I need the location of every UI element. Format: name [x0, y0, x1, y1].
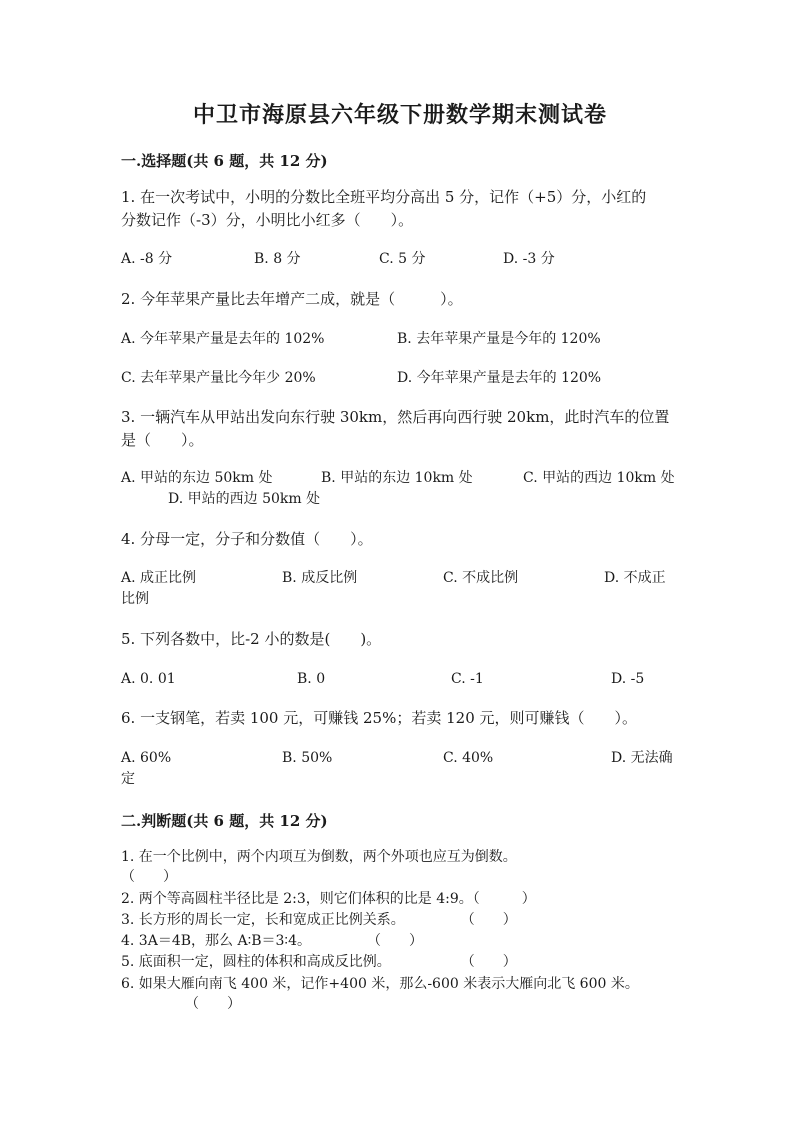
q5-option-d: D. -5 — [611, 671, 645, 687]
q1-option-c: C. 5 分 — [379, 251, 426, 267]
q2-option-d: D. 今年苹果产量是去年的 120% — [397, 370, 602, 386]
q4-option-b: B. 成反比例 — [282, 570, 358, 586]
q3-option-a: A. 甲站的东边 50km 处 — [121, 470, 273, 486]
judge-item-6-blank: （ ） — [185, 996, 241, 1012]
section-1-heading: 一.选择题(共 6 题，共 12 分) — [121, 152, 328, 170]
q6-option-a: A. 60% — [121, 750, 172, 766]
question-6: 6. 一支钢笔，若卖 100 元，可赚钱 25%；若卖 120 元，则可赚钱（ ）。 — [121, 709, 638, 727]
q6-option-b: B. 50% — [282, 750, 333, 766]
q5-option-c: C. -1 — [451, 671, 484, 687]
question-2: 2. 今年苹果产量比去年增产二成，就是（ ）。 — [121, 290, 463, 308]
q3-option-d: D. 甲站的西边 50km 处 — [168, 491, 321, 507]
judge-item-1: 1. 在一个比例中，两个内项互为倒数，两个外项也应互为倒数。 — [121, 849, 517, 865]
question-1 — [121, 186, 681, 232]
question-4: 4. 分母一定，分子和分数值（ ）。 — [121, 530, 373, 548]
q3-option-c: C. 甲站的西边 10km 处 — [523, 470, 675, 486]
judge-item-6: 6. 如果大雁向南飞 400 米，记作+400 米，那么-600 米表示大雁向北飞 600 米。 — [121, 976, 639, 992]
q6-option-d-wrap: 定 — [121, 771, 135, 787]
question-1-line-1: 1. 在一次考试中，小明的分数比全班平均分高出 5 分，记作（+5）分，小红的 — [121, 188, 647, 206]
q1-option-a: A. -8 分 — [121, 251, 173, 267]
q4-option-d-wrap: 比例 — [121, 591, 149, 607]
q5-option-b: B. 0 — [297, 671, 326, 687]
page-title: 中卫市海原县六年级下册数学期末测试卷 — [192, 102, 607, 128]
q2-option-c: C. 去年苹果产量比今年少 20% — [121, 370, 316, 386]
question-5: 5. 下列各数中，比-2 小的数是( )。 — [121, 630, 382, 648]
judge-item-3: 3. 长方形的周长一定，长和宽成正比例关系。 （ ） — [121, 912, 517, 928]
q3-option-b: B. 甲站的东边 10km 处 — [321, 470, 473, 486]
q4-option-a: A. 成正比例 — [121, 570, 197, 586]
judge-item-2: 2. 两个等高圆柱半径比是 2:3，则它们体积的比是 4:9。（ ） — [121, 891, 536, 907]
q1-option-d: D. -3 分 — [503, 251, 555, 267]
judge-item-5: 5. 底面积一定，圆柱的体积和高成反比例。 （ ） — [121, 954, 517, 970]
q2-option-a: A. 今年苹果产量是去年的 102% — [121, 331, 325, 347]
q6-option-c: C. 40% — [443, 750, 494, 766]
question-1-line-2: 分数记作（-3）分，小明比小红多（ ）。 — [121, 211, 414, 229]
section-2-heading: 二.判断题(共 6 题，共 12 分) — [121, 812, 328, 830]
judge-item-1-blank: （ ） — [121, 869, 177, 885]
q4-option-d: D. 不成正 — [604, 570, 666, 586]
q5-option-a: A. 0. 01 — [121, 671, 176, 687]
q6-option-d: D. 无法确 — [611, 750, 673, 766]
q1-option-b: B. 8 分 — [254, 251, 301, 267]
q2-option-b: B. 去年苹果产量是今年的 120% — [397, 331, 601, 347]
judge-item-4: 4. 3A＝4B，那么 A∶B＝3∶4。 （ ） — [121, 933, 423, 949]
q4-option-c: C. 不成比例 — [443, 570, 519, 586]
question-3-line-1: 3. 一辆汽车从甲站出发向东行驶 30km，然后再向西行驶 20km，此时汽车的位置 — [121, 408, 670, 426]
question-3-line-2: 是（ ）。 — [121, 431, 204, 449]
question-3 — [121, 406, 681, 452]
